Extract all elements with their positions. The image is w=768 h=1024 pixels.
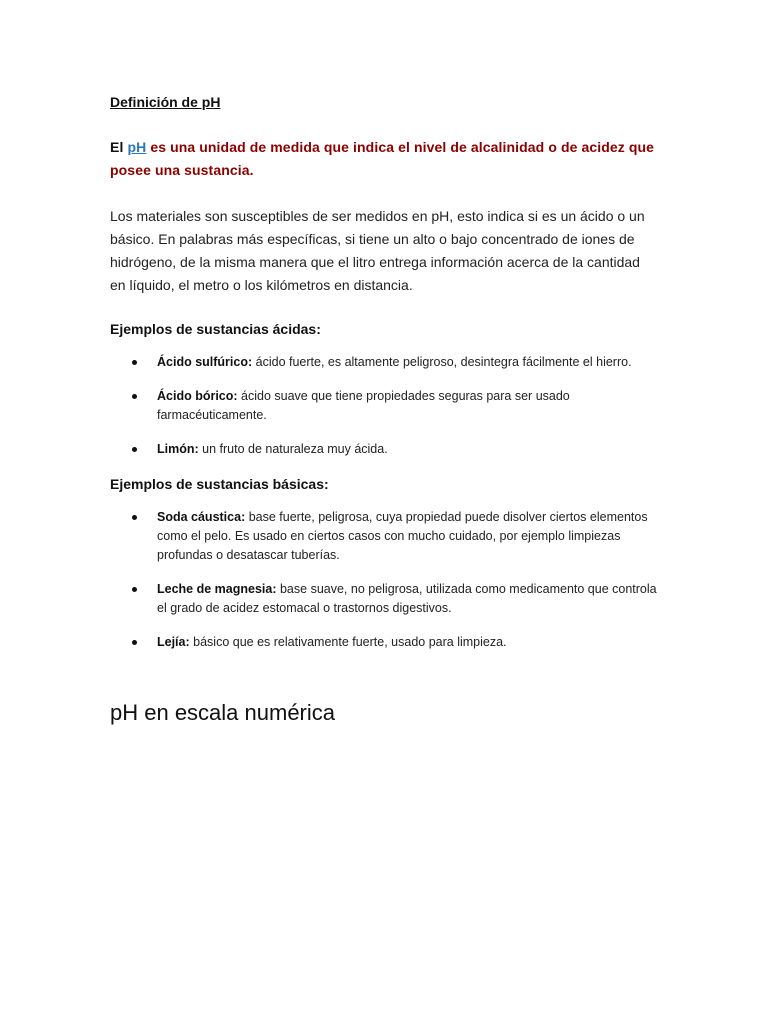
list-item-term: Soda cáustica: (157, 510, 246, 524)
definition-lead (110, 136, 658, 182)
definition-heading: Definición de pH (110, 94, 221, 110)
list-item-term: Ácido sulfúrico: (157, 355, 253, 369)
list-item-desc: ácido suave que tiene propiedades seguras para ser usado farmacéuticamente. (157, 389, 570, 422)
document-body (110, 92, 658, 667)
scale-heading: pH en escala numérica (110, 700, 336, 725)
bullet-icon (132, 515, 137, 520)
bullet-icon (132, 360, 137, 365)
bases-list (110, 508, 658, 652)
intro-paragraph: Los materiales son susceptibles de ser medidos en pH, esto indica si es un ácido o un básico. En palabras más específicas, si tiene un alto o bajo concentrado de iones de hidrógeno, de la misma manera que el litro entrega información acerca de la cantidad en líquido, el metro o los kilómetros en distancia. (110, 208, 645, 293)
list-item (110, 387, 658, 425)
list-item-desc: básico que es relativamente fuerte, usado para limpieza. (193, 635, 507, 649)
acids-list (110, 353, 658, 459)
list-item-desc: ácido fuerte, es altamente peligroso, desintegra fácilmente el hierro. (255, 355, 632, 369)
list-item-term: Lejía: (157, 635, 190, 649)
bullet-icon (132, 447, 137, 452)
lead-prefix: El (110, 139, 124, 155)
bullet-icon (132, 640, 137, 645)
list-item (110, 633, 658, 652)
list-item-desc: base suave, no peligrosa, utilizada como medicamento que controla el grado de acidez estomacal o trastornos digestivos. (157, 582, 657, 615)
bases-section-title: Ejemplos de sustancias básicas: (110, 476, 329, 492)
bullet-icon (132, 394, 137, 399)
list-item (110, 580, 658, 618)
list-item-desc: un fruto de naturaleza muy ácida. (202, 442, 388, 456)
list-item-term: Leche de magnesia: (157, 582, 277, 596)
ph-link[interactable]: pH (127, 139, 147, 155)
list-item-term: Limón: (157, 442, 199, 456)
list-item (110, 508, 658, 565)
lead-rest: es una unidad de medida que indica el nivel de alcalinidad o de acidez que posee una sustancia. (110, 139, 655, 178)
list-item (110, 440, 658, 459)
list-item (110, 353, 658, 372)
bullet-icon (132, 587, 137, 592)
acids-section-title: Ejemplos de sustancias ácidas: (110, 321, 321, 337)
list-item-desc: base fuerte, peligrosa, cuya propiedad puede disolver ciertos elementos como el pelo. Es usado en ciertos casos con mucho cuidado, por ejemplo limpiezas profundas o desatascar tuberías. (157, 510, 648, 562)
list-item-term: Ácido bórico: (157, 389, 238, 403)
